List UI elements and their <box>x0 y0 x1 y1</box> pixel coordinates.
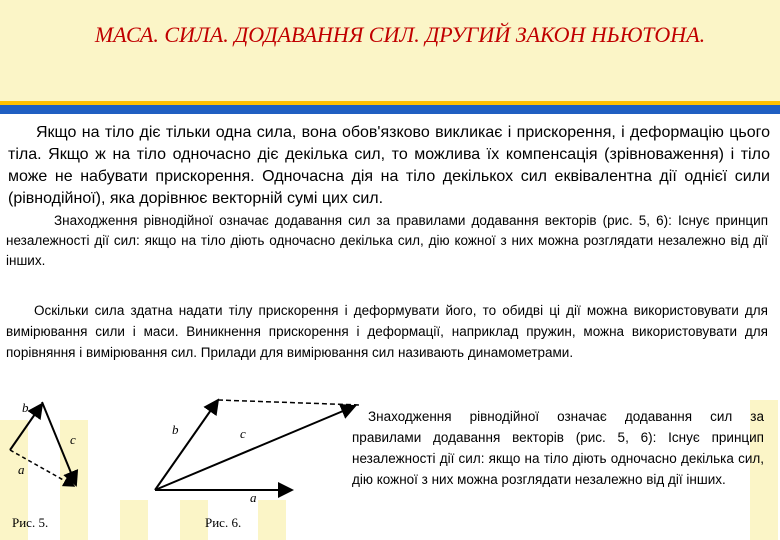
header-stripe-blue <box>0 105 780 114</box>
fig6-label-c: c <box>240 426 246 441</box>
fig5-label-c: c <box>70 432 76 447</box>
fig6-caption: Рис. 6. <box>205 515 242 530</box>
fig5-caption: Рис. 5. <box>12 515 49 530</box>
fig5-label-b: b <box>22 400 29 415</box>
paragraph-4: Знаходження рівнодійної означає додавання сил за правилами додавання векторів (рис. 5, 6): Існує принцип незалежності дії сил: якщо на тіло діють одночасно декілька сил, дію кожної з них можна розглядати незалежно від дії інших. <box>352 409 764 487</box>
paragraph-2: Знаходження рівнодійної означає додавання сил за правилами додавання векторів (рис. 5, 6): Існує принцип незалежності дії сил: якщо на тіло діють одночасно декілька сил, дію кожної з них можна розглядати незалежно від дії інших. <box>6 213 768 268</box>
fig5-label-a: a <box>18 462 25 477</box>
paragraph-1: Якщо на тіло діє тільки одна сила, вона обов'язково викликає і прискорення, і деформацію цього тіла. Якщо ж на тіло одночасно діє декілька сил, то можлива їх компенсація (зрівноваження) і тіло може не набувати прискорення. Одночасна дія на тіло декількох сил еквівалентна дії однієї сили (рівнодійної), яка дорівнює векторній сумі цих сил. <box>8 124 770 207</box>
fig6-label-b: b <box>172 422 179 437</box>
vector-figures <box>0 390 360 540</box>
header-band <box>0 0 780 101</box>
paragraph-3: Оскільки сила здатна надати тілу прискорення і деформувати його, то обидві ці дії можна використовувати для вимірювання сили і маси. Виникнення прискорення і деформації, наприклад пружин, можна використовувати для порівняння і вимірювання сил. Прилади для вимірювання сил називають динамометрами. <box>6 303 768 360</box>
fig6-side-top <box>218 400 360 405</box>
fig6-label-a: a <box>250 490 257 505</box>
slide-title: МАСА. СИЛА. ДОДАВАННЯ СИЛ. ДРУГИЙ ЗАКОН НЬЮТОНА. <box>94 22 706 47</box>
